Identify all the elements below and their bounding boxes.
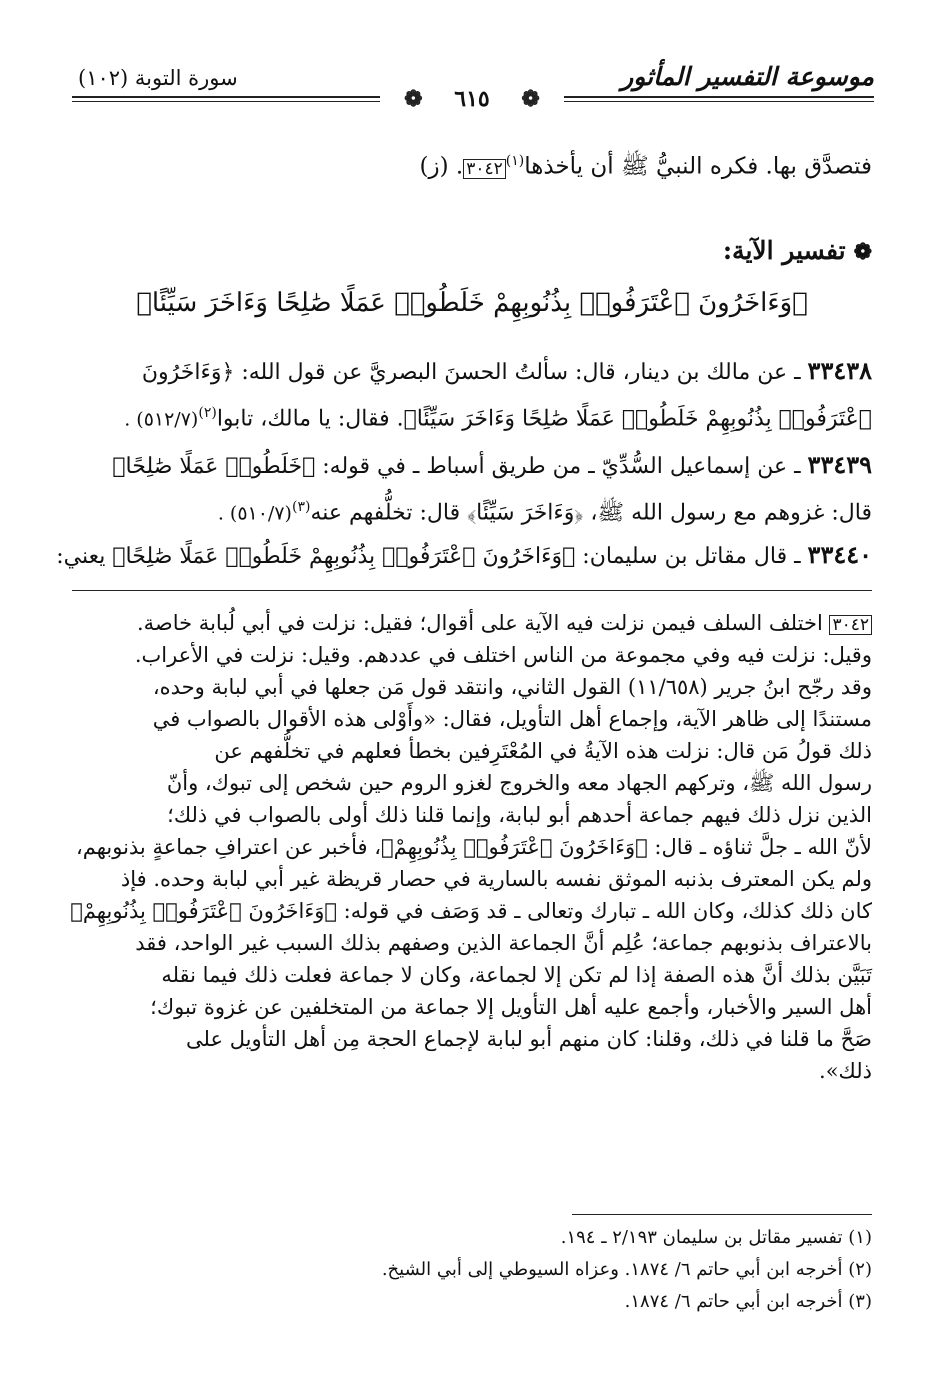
ornament-icon: ❁ [509, 86, 551, 112]
note-line [72, 608, 872, 638]
verse-text: ﴿وَءَاخَرُونَ ٱعْتَرَفُوا۟ بِذُنُوبِهِمْ خَلَطُوا۟ عَمَلًا صَٰلِحًا وَءَاخَرَ سَيِّئًا﴾ [136, 288, 808, 318]
footnote-ref: (٢) [198, 405, 217, 421]
flower-ornament-icon: ❁ [853, 239, 872, 265]
report-text: ـ عن إسماعيل السُّدِّيّ ـ من طريق أسباط ـ في قوله: ﴿خَلَطُوا۟ عَمَلًا صَٰلِحًا﴾ [112, 454, 801, 479]
footnote: (٢) أخرجه ابن أبي حاتم ٦/ ١٨٧٤. وعزاه السيوطي إلى أبي الشيخ. [381, 1259, 872, 1280]
note-line: وقد رجّح ابنُ جرير (١١/٦٥٨) القول الثاني، وانتقد قول مَن جعلها في أبي لبابة وحده، [152, 675, 872, 699]
report-text: ـ عن مالك بن دينار، قال: سألتُ الحسنَ البصريَّ عن قول الله: ﴿وَءَاخَرُونَ [141, 360, 801, 385]
note-text: اختلف السلف فيمن نزلت فيه الآية على أقوال؛ فقيل: نزلت في أبي لُبابة خاصة. [136, 611, 823, 635]
page-number: ٦١٥ [442, 86, 501, 112]
report-line [72, 450, 872, 482]
section-title [723, 236, 872, 265]
note-line: ذلك». [819, 1059, 872, 1083]
note-line: الذين نزل ذلك فيهم جماعة أحدهم أبو لبابة، وإنما قلنا ذلك أولى بالصواب في ذلك؛ [167, 803, 872, 827]
note-line: ولم يكن المعترف بذنبه الموثق نفسه بالسارية في حصار قريظة غير أبي لبابة وحده. فإذ [120, 867, 872, 891]
note-ref-box: ٣٠٤٢ [463, 159, 506, 179]
report-line [72, 398, 872, 434]
note-line: أهل السير والأخبار، وأجمع عليه أهل التأويل إلا جماعة من المتخلفين عن غزوة تبوك؛ [150, 995, 872, 1019]
note-line: صَحَّ ما قلنا في ذلك، وقلنا: كان منهم أبو لبابة لإجماع الحجة مِن أهل التأويل على [186, 1027, 872, 1051]
volume-ref: . (٥١٢/٧) [124, 408, 199, 431]
intro-suffix: . (ز) [419, 153, 464, 180]
note-line: كان ذلك كذلك، وكان الله ـ تبارك وتعالى ـ قد وَصَف في قوله: ﴿وَءَاخَرُونَ ٱعْتَرَفُوا۟ بِذُنُوبِهِمْ﴾ [70, 899, 872, 923]
intro-text: فتصدَّق بها. فكره النبيُّ ﷺ أن يأخذها [524, 153, 872, 180]
volume-ref: . (٥١٠/٧) [217, 502, 292, 525]
page-number-wrap [0, 86, 944, 112]
note-line: رسول الله ﷺ، وتركهم الجهاد معه والخروج لغزو الروم حين شخص إلى تبوك، وأنّ [166, 771, 872, 795]
footnote-divider [572, 1214, 872, 1215]
report-number: ٣٣٤٤٠ [807, 540, 872, 569]
intro-line [72, 146, 872, 182]
footnote-ref: (١) [505, 153, 525, 169]
note-line: تَبَيَّن بذلك أنَّ هذه الصفة إذا لم تكن إلا لجماعة، وكان لا جماعة فعلت ذلك فيما نقله [161, 963, 872, 987]
section-title-text: تفسير الآية: [722, 236, 846, 265]
footnote: (٣) أخرجه ابن أبي حاتم ٦/ ١٨٧٤. [624, 1291, 872, 1312]
report-number: ٣٣٤٣٨ [807, 356, 872, 385]
note-line: مستندًا إلى ظاهر الآية، وإجماع أهل التأويل، فقال: «وأَوْلى هذه الأقوال بالصواب في [152, 707, 872, 731]
note-line: بالاعتراف بذنوبهم جماعة؛ عُلِم أنَّ الجماعة الذين وصفهم بذلك السبب غير الواحد، فقد [135, 931, 872, 955]
note-divider [72, 590, 872, 591]
report-line [72, 492, 872, 528]
report-text: ـ قال مقاتل بن سليمان: ﴿وَءَاخَرُونَ ٱعْتَرَفُوا۟ بِذُنُوبِهِمْ خَلَطُوا۟ عَمَلًا صَٰلِحًا﴾ يعني: [56, 544, 801, 569]
note-box-label: ٣٠٤٢ [829, 615, 872, 635]
book-title: موسوعة التفسير المأثور [621, 62, 874, 91]
page-number-group [380, 86, 564, 112]
report-line [56, 540, 872, 572]
note-line: وقيل: نزلت فيه وفي مجموعة من الناس اختلف في عددهم. وقيل: نزلت في الأعراب. [134, 643, 872, 667]
report-text: ٱعْتَرَفُوا۟ بِذُنُوبِهِمْ خَلَطُوا۟ عَمَلًا صَٰلِحًا وَءَاخَرَ سَيِّئًا﴾. فقال: يا مالك، تابوا [216, 406, 872, 432]
footnote: (١) تفسير مقاتل بن سليمان ٢/١٩٣ ـ ١٩٤. [560, 1227, 872, 1248]
footnote-ref: (٣) [291, 499, 311, 515]
note-line: ذلك قولُ مَن قال: نزلت هذه الآيةُ في المُعْتَرِفين بخطأ فعلهم في تخلُّفهم عن [214, 739, 872, 763]
ornament-icon: ❁ [392, 86, 434, 112]
report-line [72, 356, 872, 388]
surah-label: سورة التوبة (١٠٢) [78, 66, 238, 90]
note-line: لأنّ الله ـ جلَّ ثناؤه ـ قال: ﴿وَءَاخَرُونَ ٱعْتَرَفُوا۟ بِذُنُوبِهِمْ﴾، فأخبر عن اعترافِ جماعةٍ بذنوبهم، [75, 835, 872, 859]
report-text: قال: غزوهم مع رسول الله ﷺ، ﴿وَءَاخَرَ سَيِّئًا﴾ قال: تخلُّفهم عنه [310, 500, 872, 526]
report-number: ٣٣٤٣٩ [807, 450, 872, 479]
